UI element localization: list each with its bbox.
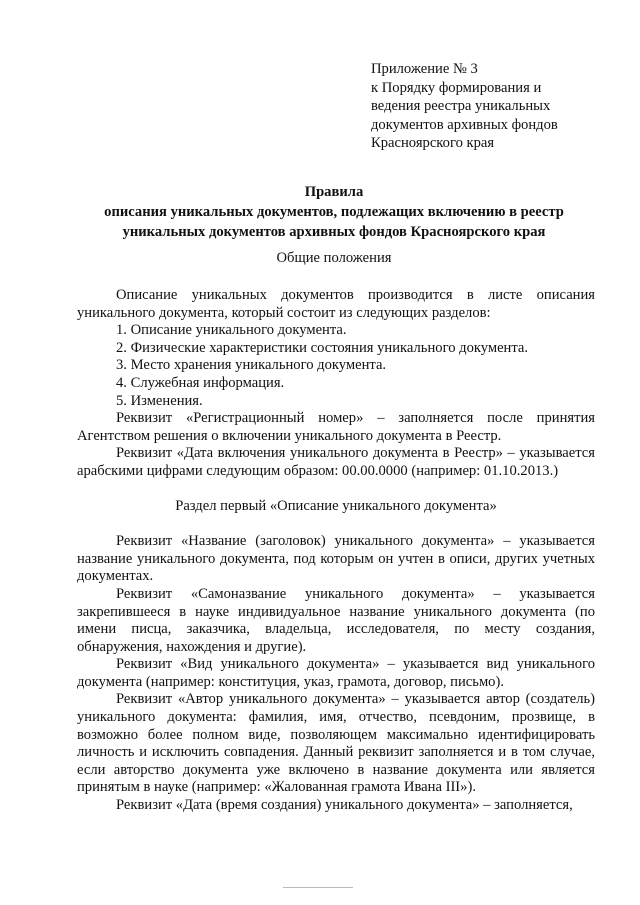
appendix-line: ведения реестра уникальных (371, 98, 551, 114)
list-item: 3. Место хранения уникального документа. (116, 357, 387, 374)
appendix-reference (371, 60, 601, 153)
paragraph-kind-requisite: Реквизит «Вид уникального документа» – указывается вид уникального документа (например: конституция, указ, грамота, договор, письмо). (77, 656, 595, 690)
paragraph-registration-number: Реквизит «Регистрационный номер» – заполняется после принятия Агентством решения о включении уникального документа в Реестр. (77, 410, 595, 444)
list-item: 2. Физические характеристики состояния уникального документа. (116, 339, 529, 356)
appendix-line: Красноярского края (371, 135, 495, 151)
appendix-line: к Порядку формирования и (371, 79, 542, 96)
scan-artifact-line (283, 887, 353, 888)
list-item: 5. Изменения. (116, 392, 203, 409)
intro-paragraph: Описание уникальных документов производится в листе описания уникального документа, который состоит из следующих разделов: (77, 287, 595, 321)
paragraph-author-requisite: Реквизит «Автор уникального документа» – указывается автор (создатель) уникального документа: фамилия, имя, отчество, псевдоним, прозвище, в возможно более полном виде, позволяющем максимально идентифицировать личность и исключить совпадения. Данный реквизит заполняется и в том случае, если авторство документа уже включено в название документа или является принятым в науке (например: «Жалованная грамота Ивана III»). (77, 691, 595, 796)
list-item: 1. Описание уникального документа. (116, 322, 347, 339)
paragraph-date-created-requisite: Реквизит «Дата (время создания) уникального документа» – заполняется, (116, 797, 573, 814)
appendix-line: документов архивных фондов (371, 116, 558, 133)
title-line: Правила (304, 184, 364, 200)
paragraph-title-requisite: Реквизит «Название (заголовок) уникального документа» – указывается название уникального документа, под которым он учтен в описи, других учетных документах. (77, 533, 595, 585)
section-one-heading: Раздел первый «Описание уникального документа» (175, 497, 497, 514)
document-body (77, 287, 595, 815)
title-line: описания уникальных документов, подлежащих включению в реестр (104, 204, 564, 220)
paragraph-self-name-requisite: Реквизит «Самоназвание уникального документа» – указывается закрепившееся в науке индивидуальное название уникального документа (по имени писца, заказчика, владельца, исследователя, по месту создания, обнаружения, нахождения и другие). (77, 585, 595, 655)
paragraph-registration-date: Реквизит «Дата включения уникального документа в Реестр» – указывается арабскими цифрами следующим образом: 00.00.0000 (например: 01.10.2013.) (77, 445, 595, 479)
list-item: 4. Служебная информация. (116, 374, 285, 391)
appendix-line: Приложение № 3 (371, 61, 478, 77)
title-line: уникальных документов архивных фондов Красноярского края (122, 224, 546, 240)
general-provisions-heading: Общие положения (276, 250, 392, 266)
document-title (70, 182, 598, 242)
